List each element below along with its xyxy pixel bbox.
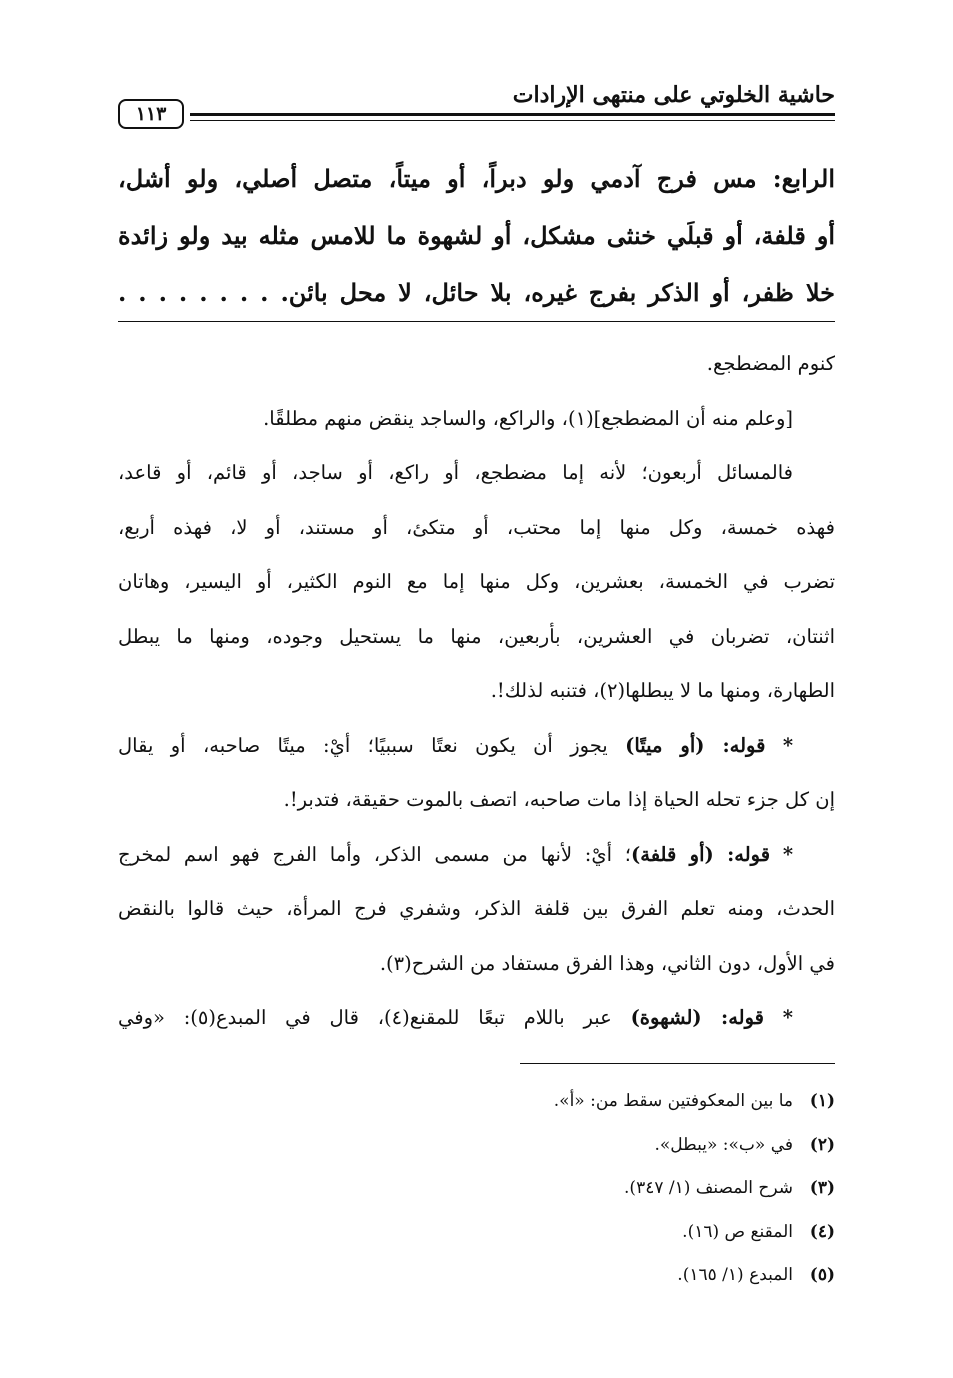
- commentary-line: فهذه خمسة، وكل منها إما محتب، أو متكئ، أو مستند، أو لا، فهذه أربع،: [118, 515, 835, 539]
- footnote: [554, 1080, 835, 1124]
- header-rule-thin: [190, 120, 835, 121]
- commentary-line: فالمسائل أربعون؛ لأنه إما مضطجع، أو راكع، أو ساجد، أو قائم، أو قاعد،: [118, 461, 793, 484]
- commentary-line: كنوم المضطجع.: [706, 352, 835, 375]
- commentary-segment: يجوز أن يكون نعتًا سببيًا؛ أيْ: ميتًا صاحبه، أو يقال: [118, 733, 626, 757]
- commentary-line: تضرب في الخمسة، بعشرين، وكل منها إما مع النوم الكثير، أو اليسير، وهاتان: [118, 570, 835, 593]
- footnote-number: (٣): [809, 1178, 835, 1198]
- matn-separator-rule: [118, 321, 835, 322]
- commentary-line: الحدث، ومنه تعلم الفرق بين قلفة الذكر، وشفري فرج المرأة، حيث قالوا بالنقض: [118, 897, 835, 920]
- commentary-segment: عبر باللام تبعًا للمقنع(٤)، قال في المبدع(٥): «وفي: [118, 1006, 631, 1029]
- commentary-line: [118, 991, 835, 1046]
- footnote-text: المبدع (١/ ١٦٥).: [677, 1265, 793, 1285]
- commentary-line: اثنتان، تضربان في العشرين، بأربعين، منها ما يستحيل وجوده، ومنها ما يبطل: [118, 624, 835, 648]
- footnote-number: (١): [809, 1091, 835, 1111]
- matn-text: [118, 150, 835, 321]
- footnote-number: (٢): [809, 1134, 835, 1155]
- matn-line: الرابع: مس فرج آدمي ولو دبراً، أو ميتاً، متصل أصلي، ولو أشل،: [118, 164, 835, 193]
- footnote-text: ما بين المعكوفتين سقط من: «أ».: [553, 1091, 793, 1111]
- qawl-lemma: قوله: (أو قلفة): [631, 842, 771, 866]
- footnote-text: المقنع ص (١٦).: [682, 1221, 793, 1242]
- footnote: [554, 1167, 835, 1211]
- commentary-line: [118, 828, 835, 883]
- bullet-marker: *: [782, 1006, 793, 1029]
- footnote: [554, 1211, 835, 1255]
- commentary-line: إن كل جزء تحله الحياة إذا مات صاحبه، اتصف بالموت حقيقة، فتدبر!.: [283, 788, 835, 811]
- footnote: [554, 1254, 835, 1298]
- commentary-line: في الأول، دون الثاني، وهذا الفرق مستفاد من الشرح(٣).: [379, 951, 835, 975]
- bullet-marker: *: [782, 842, 794, 866]
- footnote: [554, 1124, 835, 1168]
- footnote-number: (٤): [809, 1221, 835, 1242]
- qawl-lemma: قوله: (أو ميتًا): [625, 733, 766, 757]
- footnote-text: شرح المصنف (١/ ٣٤٧).: [624, 1178, 793, 1198]
- qawl-lemma: قوله: (لشهوة): [630, 1006, 765, 1029]
- footnote-number: (٥): [809, 1265, 835, 1285]
- matn-line: خلا ظفر، أو الذكر بفرج غيره، بلا حائل، لا محل بائن. . . . . . . . .: [118, 278, 835, 307]
- commentary-line: [118, 719, 835, 774]
- footnote-text: في «ب»: «يبطل».: [654, 1134, 793, 1155]
- footnotes: [554, 1080, 835, 1298]
- page-number: ١١٣: [118, 99, 184, 129]
- header-rule-thick: [190, 113, 835, 116]
- commentary-line: الطهارة، ومنها ما لا يبطلها(٢)، فتنبه لذلك!.: [490, 679, 835, 702]
- commentary-segment: ؛ أيْ: لأنها من مسمى الذكر، وأما الفرج فهو اسم لمخرج: [118, 842, 632, 866]
- commentary-line: [وعلم منه أن المضطجع](١)، والراكع، والساجد ينقض منهم مطلقًا.: [263, 406, 793, 430]
- bullet-marker: *: [782, 733, 794, 757]
- footnote-separator-rule: [520, 1063, 835, 1064]
- commentary-text: [118, 337, 835, 1046]
- running-header-title: حاشية الخلوتي على منتهى الإرادات: [512, 82, 835, 108]
- matn-line: أو قلفة، أو قبلَي خنثى مشكل، أو لشهوة ما للامس مثله بيد ولو زائدة: [118, 221, 835, 250]
